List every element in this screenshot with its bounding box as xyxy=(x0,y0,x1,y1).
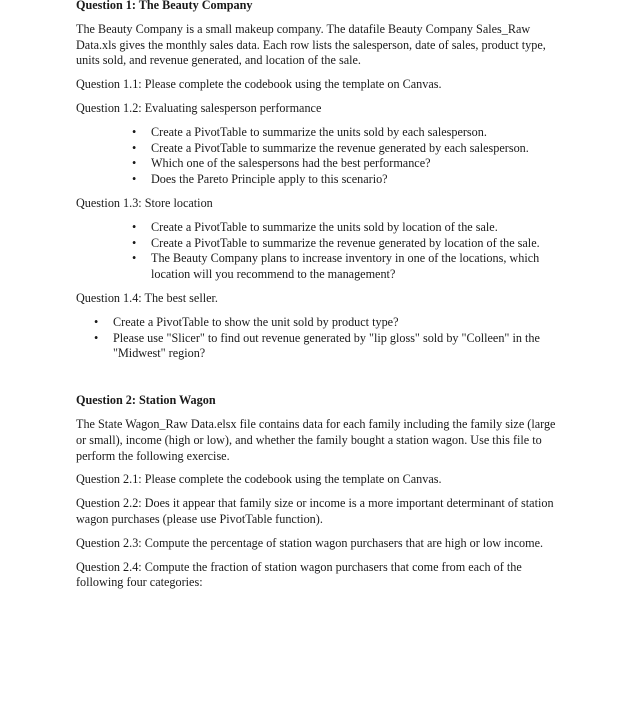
bullet-icon: • xyxy=(132,156,137,171)
bullet-icon: • xyxy=(94,314,99,329)
section2-intro: The State Wagon_Raw Data.elsx file contains data for each family including the family size (large or small), income (high or low), and whether the family bought a station wagon. Use this file to perform the following exercise. xyxy=(76,416,556,463)
list-item: • Does the Pareto Principle apply to this scenario? xyxy=(132,172,388,187)
question-2-3: Question 2.3: Compute the percentage of station wagon purchasers that are high or low income. xyxy=(76,535,544,550)
bullet-icon: • xyxy=(132,172,137,187)
list-item: • The Beauty Company plans to increase inventory in one of the locations, which location will you recommend to the management? xyxy=(132,251,540,282)
question-1-3-list xyxy=(76,220,564,283)
list-item: • Create a PivotTable to summarize the units sold by location of the sale. xyxy=(132,219,498,234)
document-page xyxy=(76,0,564,599)
question-1-2-title: Question 1.2: Evaluating salesperson performance xyxy=(76,100,322,115)
bullet-icon: • xyxy=(94,330,99,345)
bullet-icon: • xyxy=(132,140,137,155)
section2-heading: Question 2: Station Wagon xyxy=(76,393,216,408)
section1-intro: The Beauty Company is a small makeup company. The datafile Beauty Company Sales_Raw Data.xls gives the monthly sales data. Each row lists the salesperson, date of sales, product type, units sold, and revenue generated, and location of the sale. xyxy=(76,21,546,68)
list-item: • Create a PivotTable to summarize the revenue generated by location of the sale. xyxy=(132,235,540,250)
question-1-4-list xyxy=(76,315,564,362)
question-1-3-title: Question 1.3: Store location xyxy=(76,195,213,210)
question-2-4: Question 2.4: Compute the fraction of station wagon purchasers that come from each of the following four categories: xyxy=(76,559,522,590)
bullet-icon: • xyxy=(132,251,137,266)
list-item: • Create a PivotTable to show the unit sold by product type? xyxy=(94,314,399,329)
list-item: • Create a PivotTable to summarize the units sold by each salesperson. xyxy=(132,124,487,139)
question-2-2: Question 2.2: Does it appear that family size or income is a more important determinant of station wagon purchases (please use PivotTable function). xyxy=(76,496,554,526)
question-1-1: Question 1.1: Please complete the codebook using the template on Canvas. xyxy=(76,77,442,92)
question-1-4-title: Question 1.4: The best seller. xyxy=(76,290,218,305)
bullet-icon: • xyxy=(132,124,137,139)
section1-heading: Question 1: The Beauty Company xyxy=(76,0,253,12)
list-item: • Please use "Slicer" to find out revenue generated by "lip gloss" sold by "Colleen" in the "Midwest" region? xyxy=(94,330,540,361)
question-2-1: Question 2.1: Please complete the codebook using the template on Canvas. xyxy=(76,472,442,487)
list-item: • Which one of the salespersons had the best performance? xyxy=(132,156,431,171)
list-item: • Create a PivotTable to summarize the revenue generated by each salesperson. xyxy=(132,140,529,155)
bullet-icon: • xyxy=(132,235,137,250)
section-spacer xyxy=(76,370,564,393)
question-1-2-list xyxy=(76,125,564,188)
bullet-icon: • xyxy=(132,219,137,234)
